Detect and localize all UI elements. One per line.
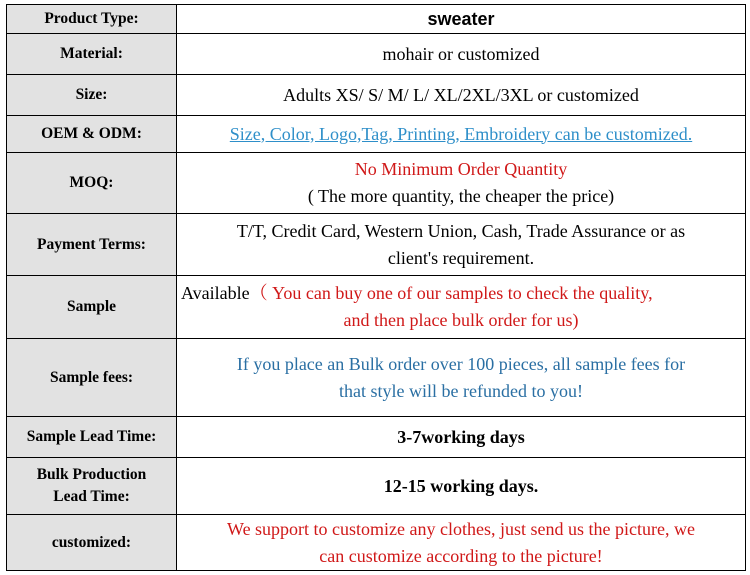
sample-line-2: and then place bulk order for us) [343,310,579,330]
sample-fees-line-2: that style will be refunded to you! [339,380,583,401]
product-type-value: sweater [177,5,746,34]
material-value: mohair or customized [177,34,746,75]
payment-terms-value [177,214,746,276]
table-row [7,5,746,34]
table-row [7,153,746,214]
bulk-production-label-line-2: Lead Time: [53,488,130,505]
sample-lead-time-value: 3-7working days [177,417,746,458]
payment-terms-label: Payment Terms: [7,214,177,276]
sample-value [177,276,746,339]
moq-line-2: ( The more quantity, the cheaper the price) [307,186,615,206]
table-row [7,116,746,153]
payment-terms-line-1: T/T, Credit Card, Western Union, Cash, Trade Assurance or as [236,220,686,241]
moq-value [177,153,746,214]
sample-lead-time-label: Sample Lead Time: [7,417,177,458]
sample-fees-value [177,339,746,417]
moq-line-1: No Minimum Order Quantity [354,159,568,179]
table-row [7,458,746,515]
table-row [7,75,746,116]
bulk-production-lead-time-label [7,458,177,515]
sample-fees-line-1: If you place an Bulk order over 100 pieces, all sample fees for [236,353,686,374]
sample-label: Sample [7,276,177,339]
payment-terms-line-2: client's requirement. [387,247,535,268]
sample-line-1 [181,280,741,307]
sample-fees-label: Sample fees: [7,339,177,417]
sample-line-1-text: （ You can buy one of our samples to check the quality, [249,283,653,303]
table-row [7,214,746,276]
table-row [7,515,746,571]
oem-odm-label: OEM & ODM: [7,116,177,153]
bulk-production-label-line-1: Bulk Production [36,466,147,483]
material-label: Material: [7,34,177,75]
table-row [7,417,746,458]
sample-prefix: Available [181,283,250,303]
size-value: Adults XS/ S/ M/ L/ XL/2XL/3XL or customized [177,75,746,116]
oem-odm-value [177,116,746,153]
customized-line-2: can customize according to the picture! [319,545,603,566]
table-row [7,276,746,339]
oem-odm-link[interactable]: Size, Color, Logo,Tag, Printing, Embroidery can be customized. [229,123,693,144]
customized-label: customized: [7,515,177,571]
customized-value [177,515,746,571]
product-type-label: Product Type: [7,5,177,34]
product-spec-table [6,4,746,571]
size-label: Size: [7,75,177,116]
moq-label: MOQ: [7,153,177,214]
bulk-production-lead-time-value: 12-15 working days. [177,458,746,515]
table-row [7,339,746,417]
table-row [7,34,746,75]
customized-line-1: We support to customize any clothes, just send us the picture, we [227,518,695,539]
